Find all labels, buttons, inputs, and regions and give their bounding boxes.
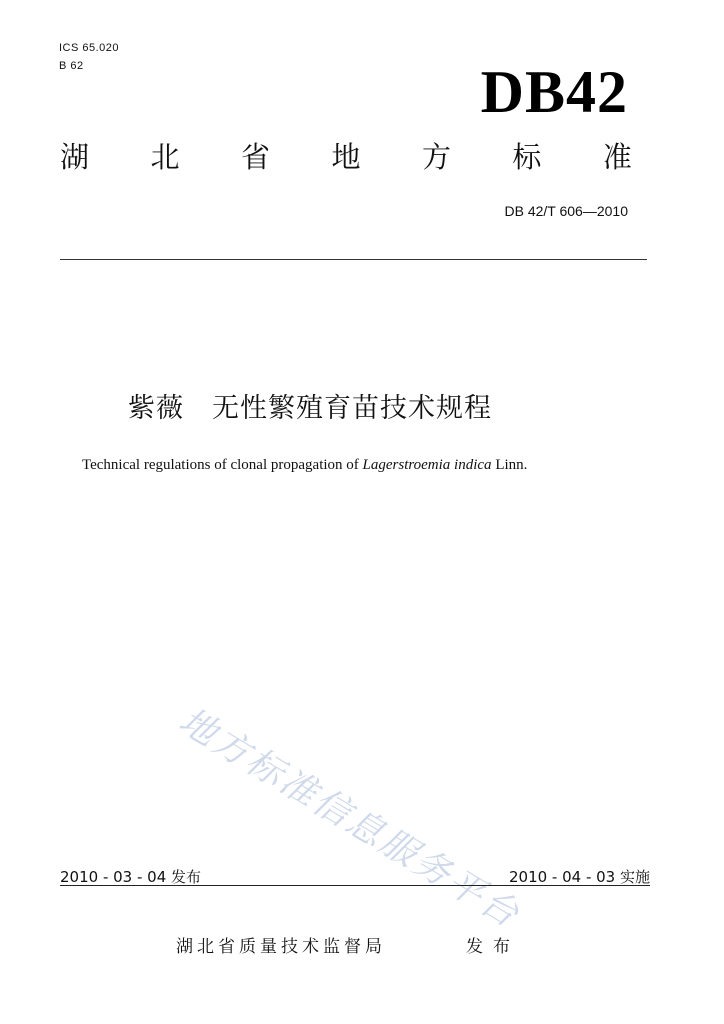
title-chinese-part1: 紫薇 (128, 393, 184, 424)
heading-char: 标 (512, 140, 542, 174)
publisher-name: 湖北省质量技术监督局 (176, 937, 386, 957)
heading-char: 准 (602, 140, 632, 174)
watermark-text: 地方标准信息服务平台 (171, 700, 528, 937)
heading-char: 湖 (60, 140, 90, 174)
footer-divider (60, 885, 650, 886)
ics-code: ICS 65.020 (59, 42, 120, 54)
title-english-prefix: Technical regulations of clonal propagation of (82, 457, 363, 473)
title-chinese-part2: 无性繁殖育苗技术规程 (212, 393, 492, 424)
header-divider (60, 259, 647, 260)
issue-label: 发布 (466, 937, 520, 957)
province-standard-heading (60, 140, 632, 174)
heading-char: 省 (240, 140, 270, 174)
heading-char: 方 (421, 140, 451, 174)
implement-date: 2010 - 04 - 03 实施 (508, 868, 650, 886)
title-english (82, 457, 527, 474)
heading-char: 地 (331, 140, 361, 174)
ccs-code: B 62 (59, 60, 84, 72)
title-chinese (128, 395, 492, 422)
standard-code-logo: DB42 (480, 59, 628, 125)
title-english-suffix: Linn. (491, 457, 528, 473)
heading-char: 北 (150, 140, 180, 174)
title-english-species: Lagerstroemia indica (362, 457, 492, 473)
standard-number: DB 42/T 606—2010 (504, 203, 628, 219)
publish-date: 2010 - 03 - 04 发布 (60, 868, 202, 886)
